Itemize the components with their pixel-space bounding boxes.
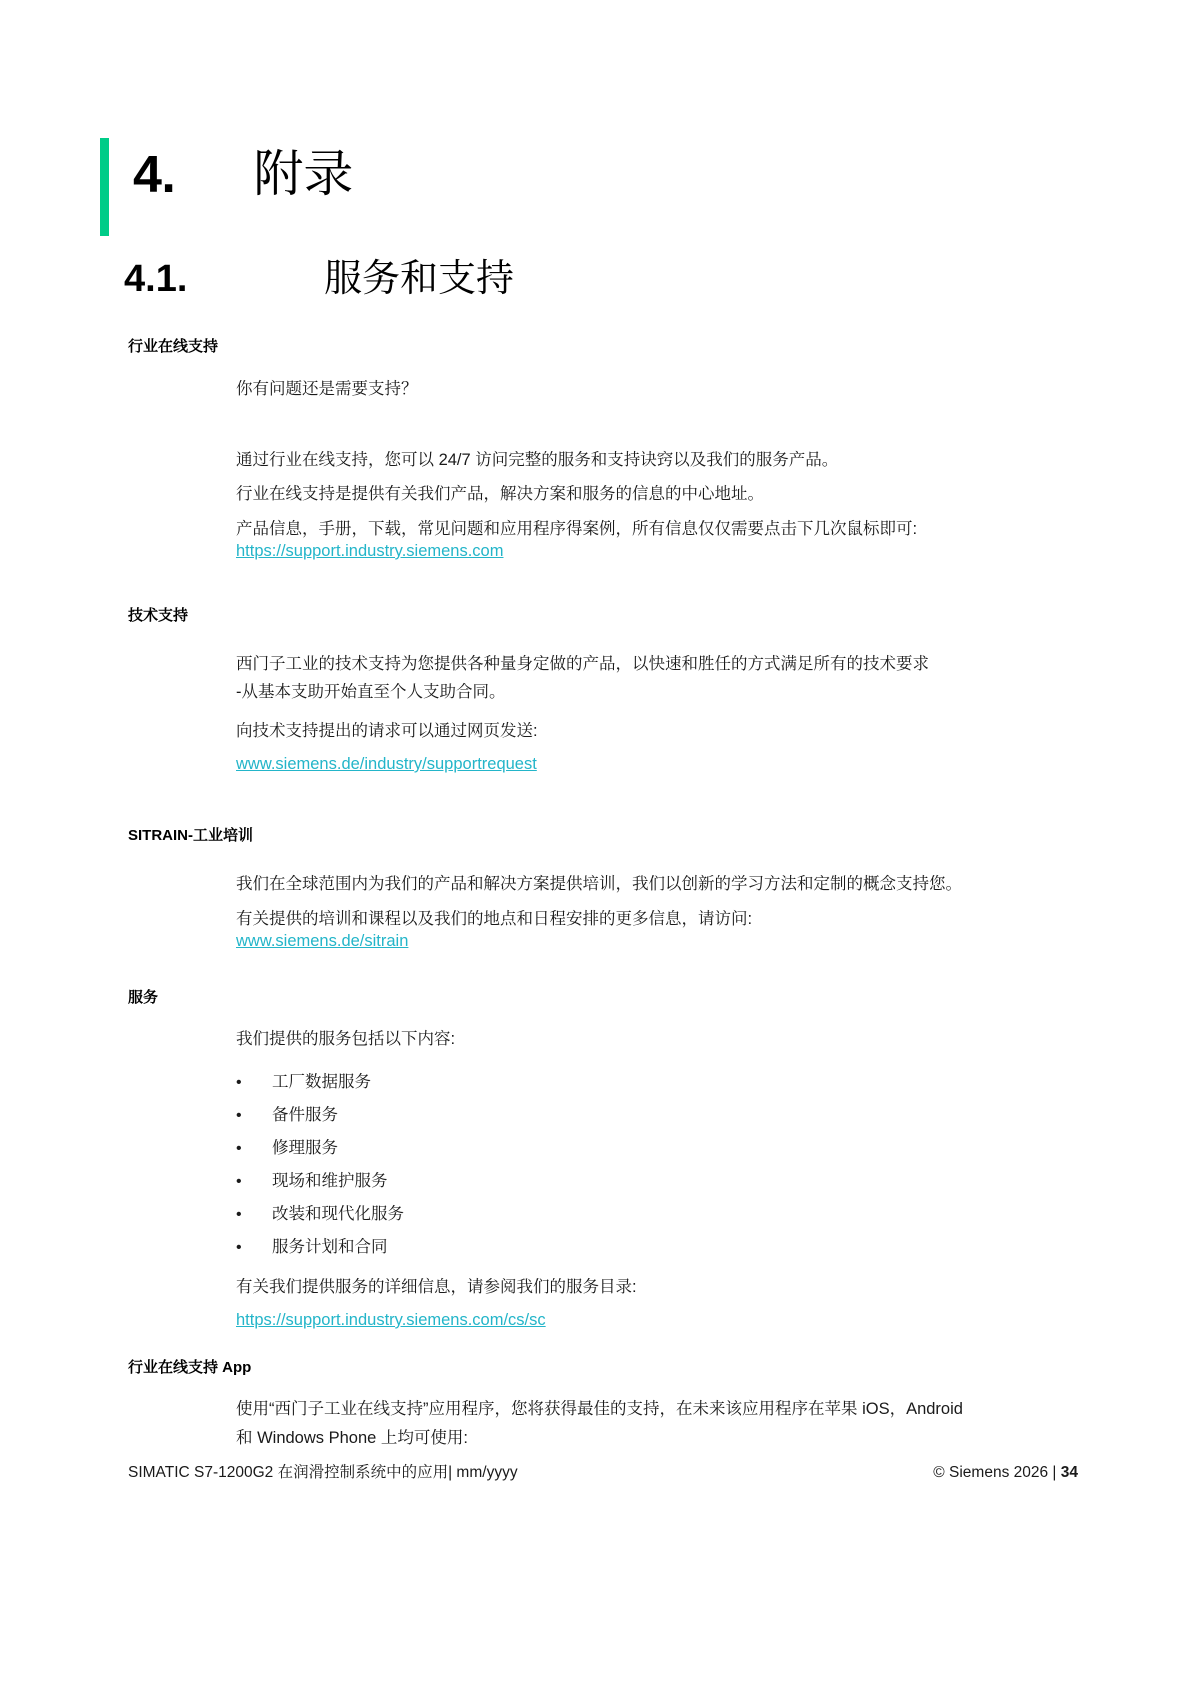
page-footer [128,1460,1078,1482]
bullet-icon: • [236,1238,242,1256]
para-technical-support-line-2: -从基本支助开始直至个人支助合同。 [236,683,506,701]
para-support-1: 通过行业在线支持，您可以 24/7 访问完整的服务和支持诀窍以及我们的服务产品。 [236,451,839,469]
link-sitrain[interactable]: www.siemens.de/sitrain [236,932,409,950]
link-service-catalog-wrap [236,1307,546,1334]
para-services-outro: 有关我们提供服务的详细信息，请参阅我们的服务目录: [236,1278,637,1296]
list-item-label: 工厂数据服务 [272,1073,371,1092]
para-services-intro: 我们提供的服务包括以下内容: [236,1030,456,1048]
link-support-request[interactable]: www.siemens.de/industry/supportrequest [236,755,537,773]
section-title: 服务和支持 [324,258,515,300]
services-list [236,1066,404,1264]
subheading-sitrain: SITRAIN-工业培训 [128,827,253,844]
subheading-support-app: 行业在线支持 App [128,1359,252,1376]
list-item [236,1198,404,1231]
subheading-services: 服务 [128,989,159,1006]
chapter-accent-bar [100,138,109,236]
bullet-icon: • [236,1205,242,1223]
footer-copyright-text: © Siemens 2026 | [933,1464,1061,1481]
para-support-app-line-2: 和 Windows Phone 上均可使用: [236,1429,468,1447]
list-item-label: 服务计划和合同 [272,1238,388,1257]
bullet-icon: • [236,1172,242,1190]
link-industry-online-support-wrap [236,538,503,565]
chapter-heading-text [133,138,353,236]
bullet-icon: • [236,1106,242,1124]
section-number: 4.1. [124,258,188,300]
subheading-technical-support: 技术支持 [128,607,189,624]
para-technical-support-line-1: 西门子工业的技术支持为您提供各种量身定做的产品，以快速和胜任的方式满足所有的技术要求 [236,655,929,673]
link-support-request-wrap [236,751,537,778]
chapter-heading [100,138,353,236]
para-support-app-line-1: 使用“西门子工业在线支持”应用程序，您将获得最佳的支持，在未来该应用程序在苹果 iOS，Android [236,1400,963,1418]
bullet-icon: • [236,1139,242,1157]
subheading-industry-online-support: 行业在线支持 [128,338,219,355]
chapter-number: 4. [133,146,176,204]
list-item [236,1231,404,1264]
footer-document-title: SIMATIC S7-1200G2 在润滑控制系统中的应用| mm/yyyy [128,1464,518,1481]
footer-page-number: 34 [1060,1464,1078,1481]
link-service-catalog[interactable]: https://support.industry.siemens.com/cs/sc [236,1311,546,1329]
list-item-label: 改装和现代化服务 [272,1205,404,1224]
para-support-2: 行业在线支持是提供有关我们产品，解决方案和服务的信息的中心地址。 [236,485,764,503]
list-item [236,1066,404,1099]
list-item-label: 修理服务 [272,1139,338,1158]
list-item [236,1132,404,1165]
bullet-icon: • [236,1073,242,1091]
list-item [236,1099,404,1132]
footer-copyright [933,1464,1078,1482]
list-item-label: 现场和维护服务 [272,1172,388,1191]
section-heading [124,258,944,302]
para-support-question: 你有问题还是需要支持？ [236,380,418,398]
para-technical-support-2: 向技术支持提出的请求可以通过网页发送: [236,722,538,740]
para-support-3: 产品信息，手册，下载，常见问题和应用程序得案例，所有信息仅仅需要点击下几次鼠标即可: [236,520,918,538]
para-sitrain-1: 我们在全球范围内为我们的产品和解决方案提供培训，我们以创新的学习方法和定制的概念支持您。 [236,875,962,893]
list-item [236,1165,404,1198]
chapter-title: 附录 [253,146,354,202]
para-sitrain-2: 有关提供的培训和课程以及我们的地点和日程安排的更多信息，请访问: [236,910,753,928]
link-sitrain-wrap [236,928,408,955]
link-industry-online-support[interactable]: https://support.industry.siemens.com [236,542,504,560]
list-item-label: 备件服务 [272,1106,338,1125]
